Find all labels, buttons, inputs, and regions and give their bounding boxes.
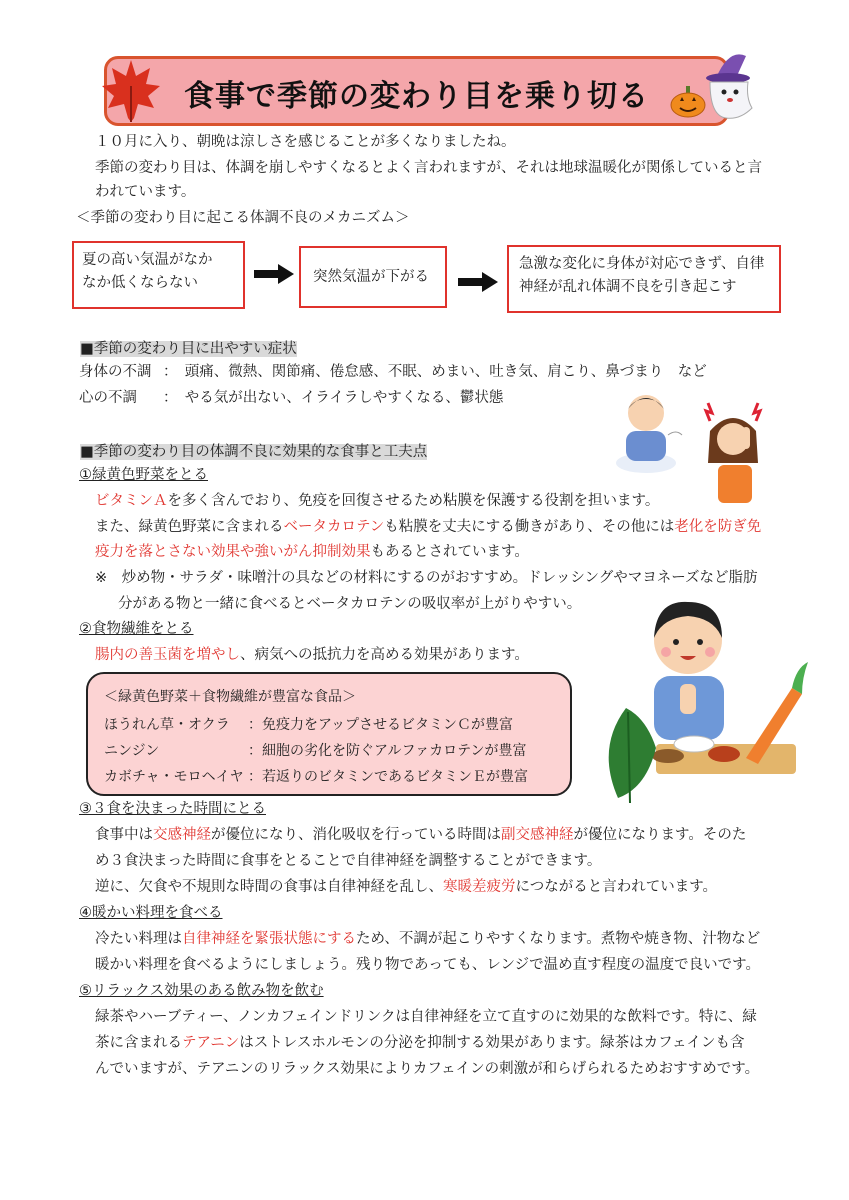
title-banner — [104, 56, 729, 126]
symptoms-mind-label: 心の不調 — [79, 390, 137, 406]
food-desc: ：細胞の劣化を防ぐアルファカロテンが豊富 — [248, 743, 527, 759]
section-1-note-2: 分がある物と一緒に食べるとベータカロテンの吸収率が上がりやすい。 — [118, 596, 582, 612]
intro-line-2: 季節の変わり目は、体調を崩しやすくなるとよく言われますが、それは地球温暖化が関係していると言 — [95, 160, 762, 176]
food-name: ニンジン — [104, 743, 160, 759]
section-4-line-1: 冷たい料理は自律神経を緊張状態にするため、不調が起こりやすくなります。煮物や焼き物、汁物など — [95, 931, 761, 947]
food-name: ほうれん草・オクラ — [104, 717, 230, 733]
mechanism-box-2-text: 突然気温が下がる — [313, 269, 429, 285]
mechanism-box-1-line-1: 夏の高い気温がなか — [82, 252, 213, 268]
maple-leaf-icon — [98, 56, 164, 126]
section-2-line-1: 腸内の善玉菌を増やし、病気への抵抗力を高める効果があります。 — [95, 647, 529, 663]
mechanism-box-2 — [299, 246, 447, 308]
symptoms-mind-text: ： やる気が出ない、イライラしやすくなる、鬱状態 — [163, 390, 504, 406]
arrow-right-icon — [458, 272, 498, 292]
section-4-line-2: 暖かい料理を食べるようにしましょう。残り物であっても、レンジで温め直す程度の温度で良いです。 — [95, 957, 760, 973]
section-5-line-3: んでいますが、テアニンのリラックス効果によりカフェインの刺激が和らげられるためおすすめです。 — [95, 1061, 760, 1077]
tips-heading: ■季節の変わり目の体調不良に効果的な食事と工夫点 — [80, 444, 428, 460]
mechanism-box-1-line-2: なか低くならない — [82, 275, 198, 291]
section-1-line-2: また、緑黄色野菜に含まれるベータカロテンも粘膜を丈夫にする働きがあり、その他には老化を防ぎ免 — [95, 519, 762, 535]
section-1-line-3: 疫力を落とさない効果や強いがん抑制効果もあるとされています。 — [95, 544, 529, 560]
food-box — [86, 672, 572, 796]
section-1-heading: ①緑黄色野菜をとる — [79, 467, 208, 483]
symptoms-body-text: ： 頭痛、微熱、関節痛、倦怠感、不眠、めまい、吐き気、肩こり、鼻づまり など — [163, 364, 707, 380]
mechanism-heading: ＜季節の変わり目に起こる体調不良のメカニズム＞ — [76, 210, 410, 226]
mechanism-box-1 — [72, 241, 245, 309]
page-title: 食事で季節の変わり目を乗り切る — [184, 79, 649, 114]
arrow-right-icon — [254, 264, 294, 284]
section-2-heading: ②食物繊維をとる — [79, 621, 194, 637]
section-3-line-1: 食事中は交感神経が優位になり、消化吸収を行っている時間は副交感神経が優位になります。そのた — [95, 827, 747, 843]
mechanism-box-3-line-2: 神経が乱れ体調不良を引き起こす — [519, 279, 737, 295]
section-5-line-2: 茶に含まれるテアニンはストレスホルモンの分泌を抑制する効果があります。緑茶はカフェインも含 — [95, 1035, 745, 1051]
section-1-note-1: ※ 炒め物・サラダ・味噌汁の具などの材料にするのがおすすめ。ドレッシングやマヨネーズなど脂肪 — [95, 570, 758, 586]
food-desc: ：免疫力をアップさせるビタミンＣが豊富 — [248, 717, 514, 733]
section-3-line-2: め３食決まった時間に食事をとることで自律神経を調整することができます。 — [95, 853, 602, 869]
food-name: カボチャ・モロヘイヤ — [104, 769, 244, 785]
boy-eating-illustration — [596, 598, 810, 808]
section-4-heading: ④暖かい料理を食べる — [79, 905, 223, 921]
section-5-line-1: 緑茶やハーブティー、ノンカフェインドリンクは自律神経を立て直すのに効果的な飲料です。特に、緑 — [95, 1009, 757, 1025]
food-box-heading: ＜緑黄色野菜＋食物繊維が豊富な食品＞ — [104, 689, 356, 705]
symptoms-body-label: 身体の不調 — [79, 364, 152, 380]
sick-people-illustration — [608, 383, 788, 503]
section-3-line-3: 逆に、欠食や不規則な時間の食事は自律神経を乱し、寒暖差疲労につながると言われています。 — [95, 879, 718, 895]
section-5-heading: ⑤リラックス効果のある飲み物を飲む — [79, 983, 324, 999]
food-desc: ：若返りのビタミンであるビタミンＥが豊富 — [248, 769, 528, 785]
mechanism-box-3-line-1: 急激な変化に身体が対応できず、自律 — [519, 256, 765, 272]
intro-line-3: われています。 — [95, 184, 196, 200]
symptoms-heading: ■季節の変わり目に出やすい症状 — [80, 341, 297, 357]
mechanism-box-3 — [507, 245, 781, 313]
section-1-line-1: ビタミンＡを多く含んでおり、免疫を回復させるため粘膜を保護する役割を担います。 — [95, 493, 660, 509]
intro-line-1: １０月に入り、朝晩は涼しさを感じることが多くなりましたね。 — [95, 134, 516, 150]
pumpkin-icon — [670, 86, 706, 118]
section-3-heading: ③３食を決まった時間にとる — [79, 801, 266, 817]
